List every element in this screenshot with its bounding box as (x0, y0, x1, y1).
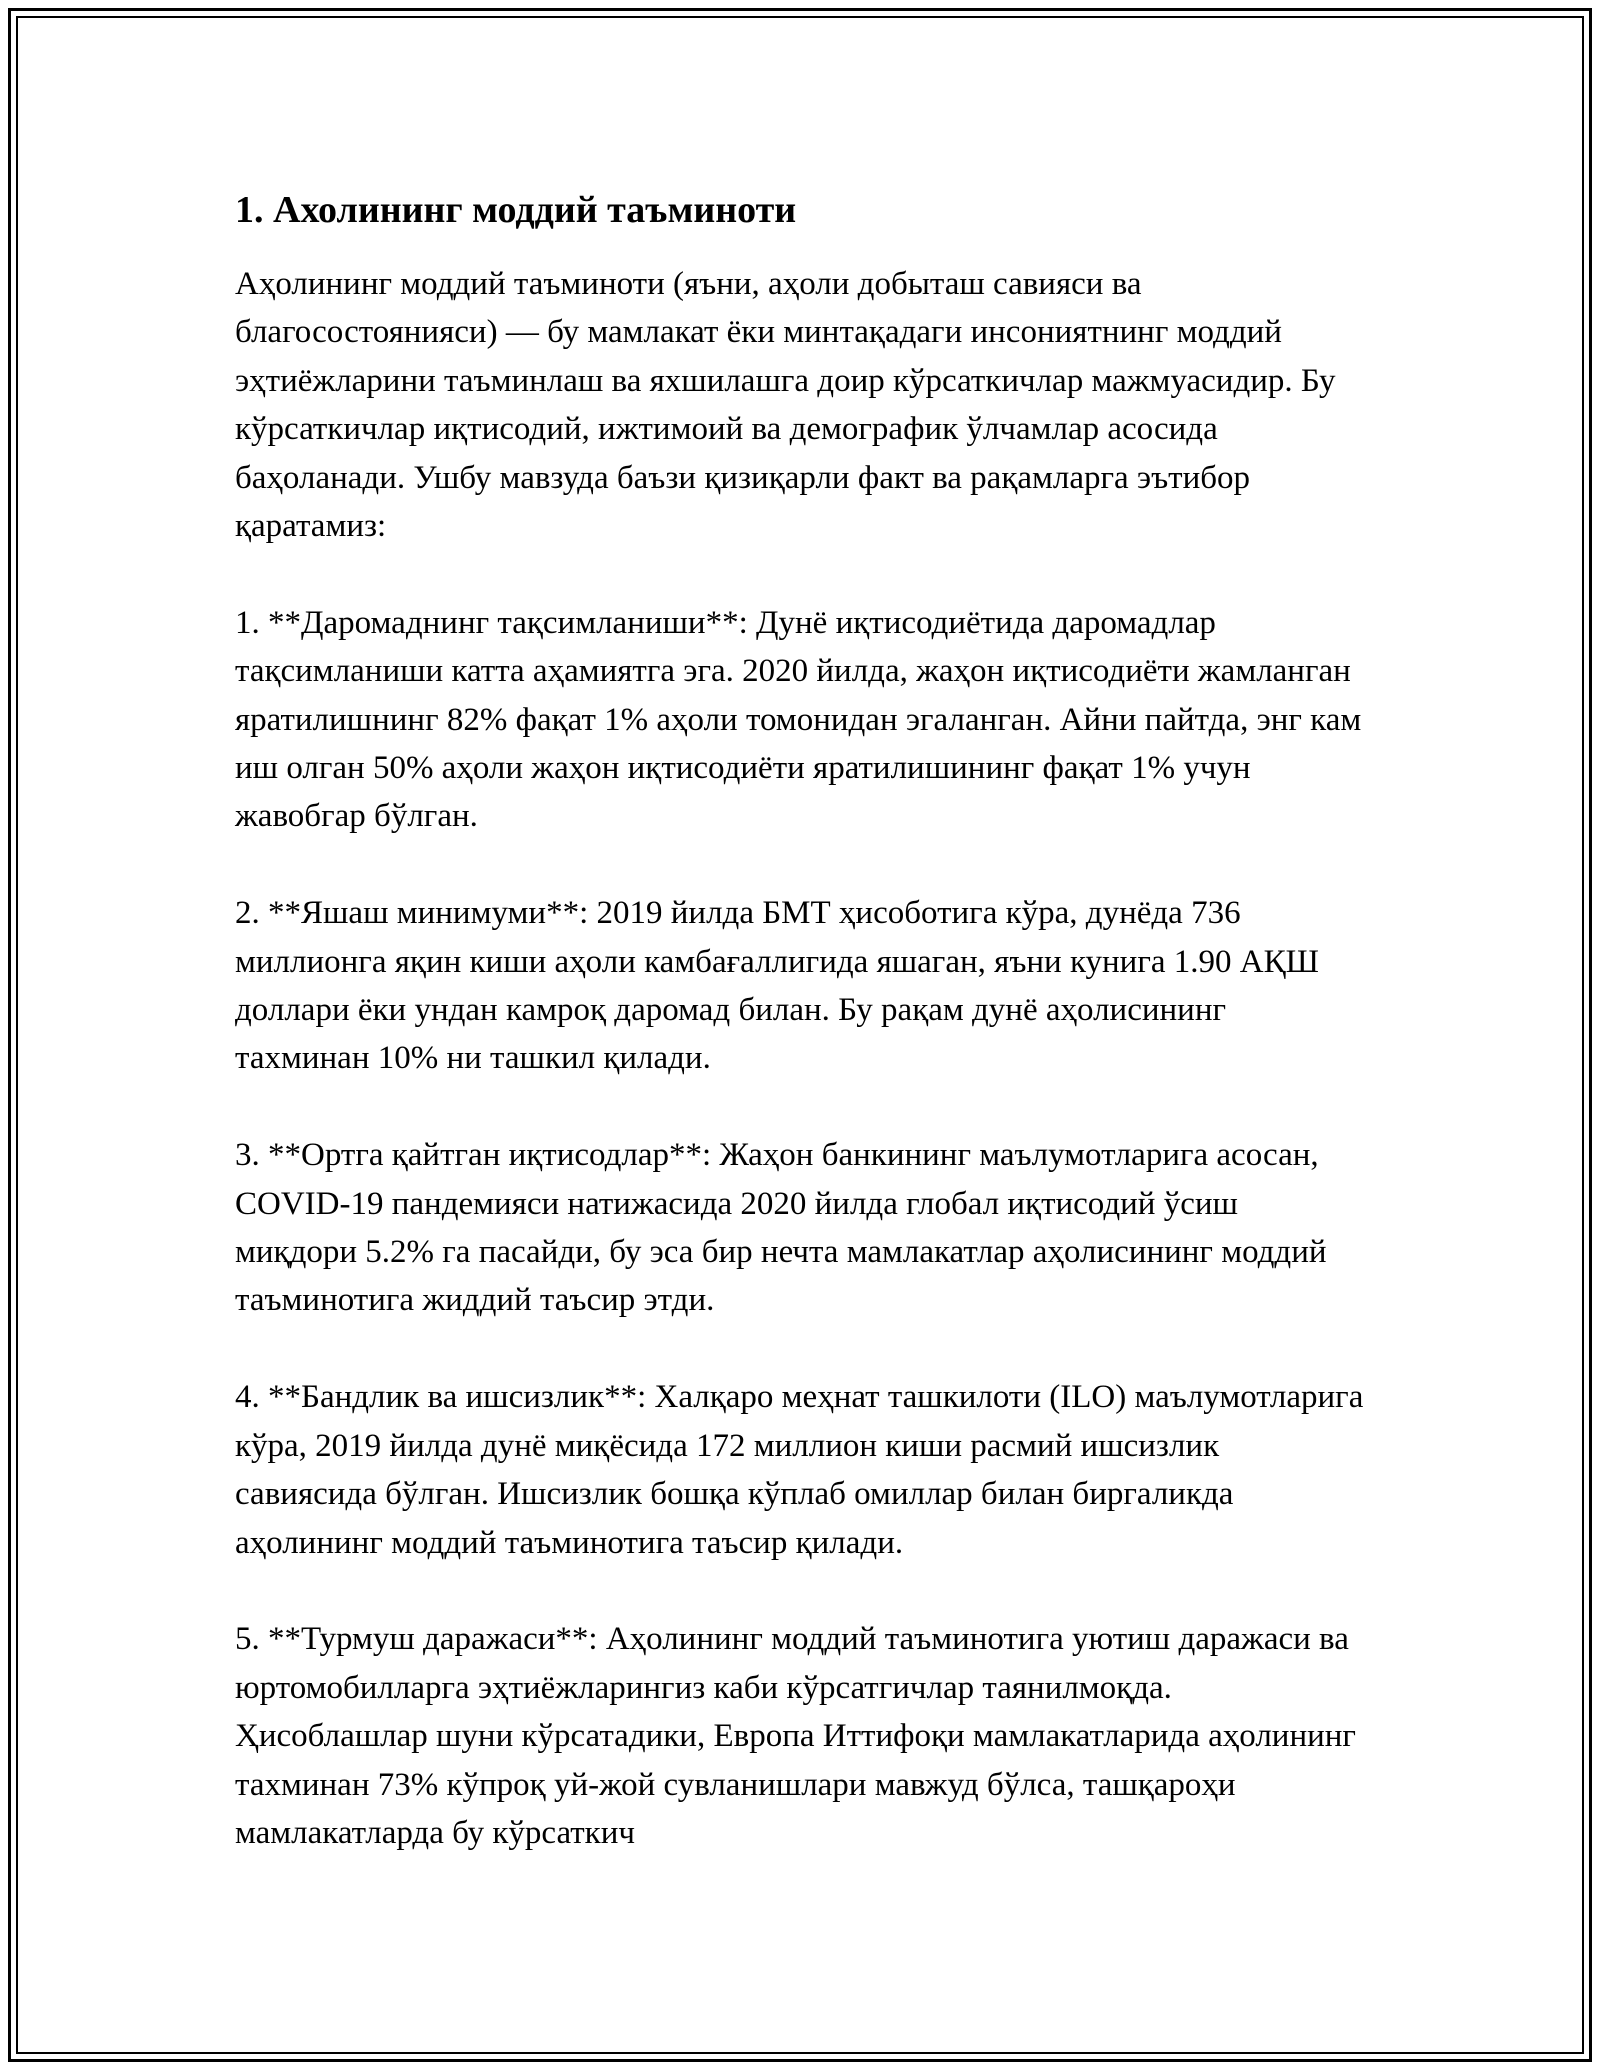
list-item-living-standard: 5. **Турмуш даражаси**: Аҳолининг моддий таъминотига уютиш даражаси ва юртомобилларга эҳтиёжларингиз каби кўрсатгичлар таянилмоқда. Ҳисоблашлар шуни кўрсатадики, Европа Иттифоқи мамлакатларида аҳолининг тахминан 73% кўпроқ уй-жой сувланишлари мавжуд бўлса, ташқароҳи мамлакатларда бу кўрсаткич (235, 1621, 1356, 1851)
list-item-living-minimum: 2. **Яшаш минимуми**: 2019 йилда БМТ ҳисоботига кўра, дунёда 736 миллионга яқин киши аҳоли камбағаллигида яшаган, яъни кунига 1.90 АҚШ доллари ёки ундан камроқ даромад билан. Бу рақам дунё аҳолисининг тахминан 10% ни ташкил қилади. (235, 895, 1319, 1077)
list-item-income-distribution: 1. **Даромаднинг тақсимланиши**: Дунё иқтисодиётида даромадлар тақсимланиши катта аҳамиятга эга. 2020 йилда, жаҳон иқтисодиёти жамланган яратилишнинг 82% фақат 1% аҳоли томонидан эгаланган. Айни пайтда, энг кам иш олган 50% аҳоли жаҳон иқтисодиёти яратилишининг фақат 1% учун жавобгар бўлган. (235, 604, 1362, 835)
intro-paragraph: Аҳолининг моддий таъминоти (яъни, аҳоли добыташ савияси ва благосостоянияси) — бу мамлакат ёки минтақадаги инсониятнинг моддий эҳтиёжларини таъминлаш ва яхшилашга доир кўрсаткичлар мажмуасидир. Бу кўрсаткичлар иқтисодий, ижтимоий ва демографик ўлчамлар асосида баҳоланади. Ушбу мавзуда баъзи қизиқарли факт ва рақамларга эътибор қаратамиз: (235, 266, 1336, 545)
document-title: 1. Ахолининг моддий таъминоти (235, 189, 797, 231)
document-body (235, 186, 1365, 1906)
list-item-receding-economies: 3. **Ортга қайтган иқтисодлар**: Жаҳон банкининг маълумотларига асосан, COVID-19 пандемияси натижасида 2020 йилда глобал иқтисодий ўсиш миқдори 5.2% га пасайди, бу эса бир нечта мамлакатлар аҳолисининг моддий таъминотига жиддий таъсир этди. (235, 1137, 1327, 1319)
list-item-employment: 4. **Бандлик ва ишсизлик**: Халқаро меҳнат ташкилоти (ILO) маълумотларига кўра, 2019 йилда дунё миқёсида 172 миллион киши расмий ишсизлик савиясида бўлган. Ишсизлик бошқа кўплаб омиллар билан биргаликда аҳолининг моддий таъминотига таъсир қилади. (235, 1379, 1364, 1561)
